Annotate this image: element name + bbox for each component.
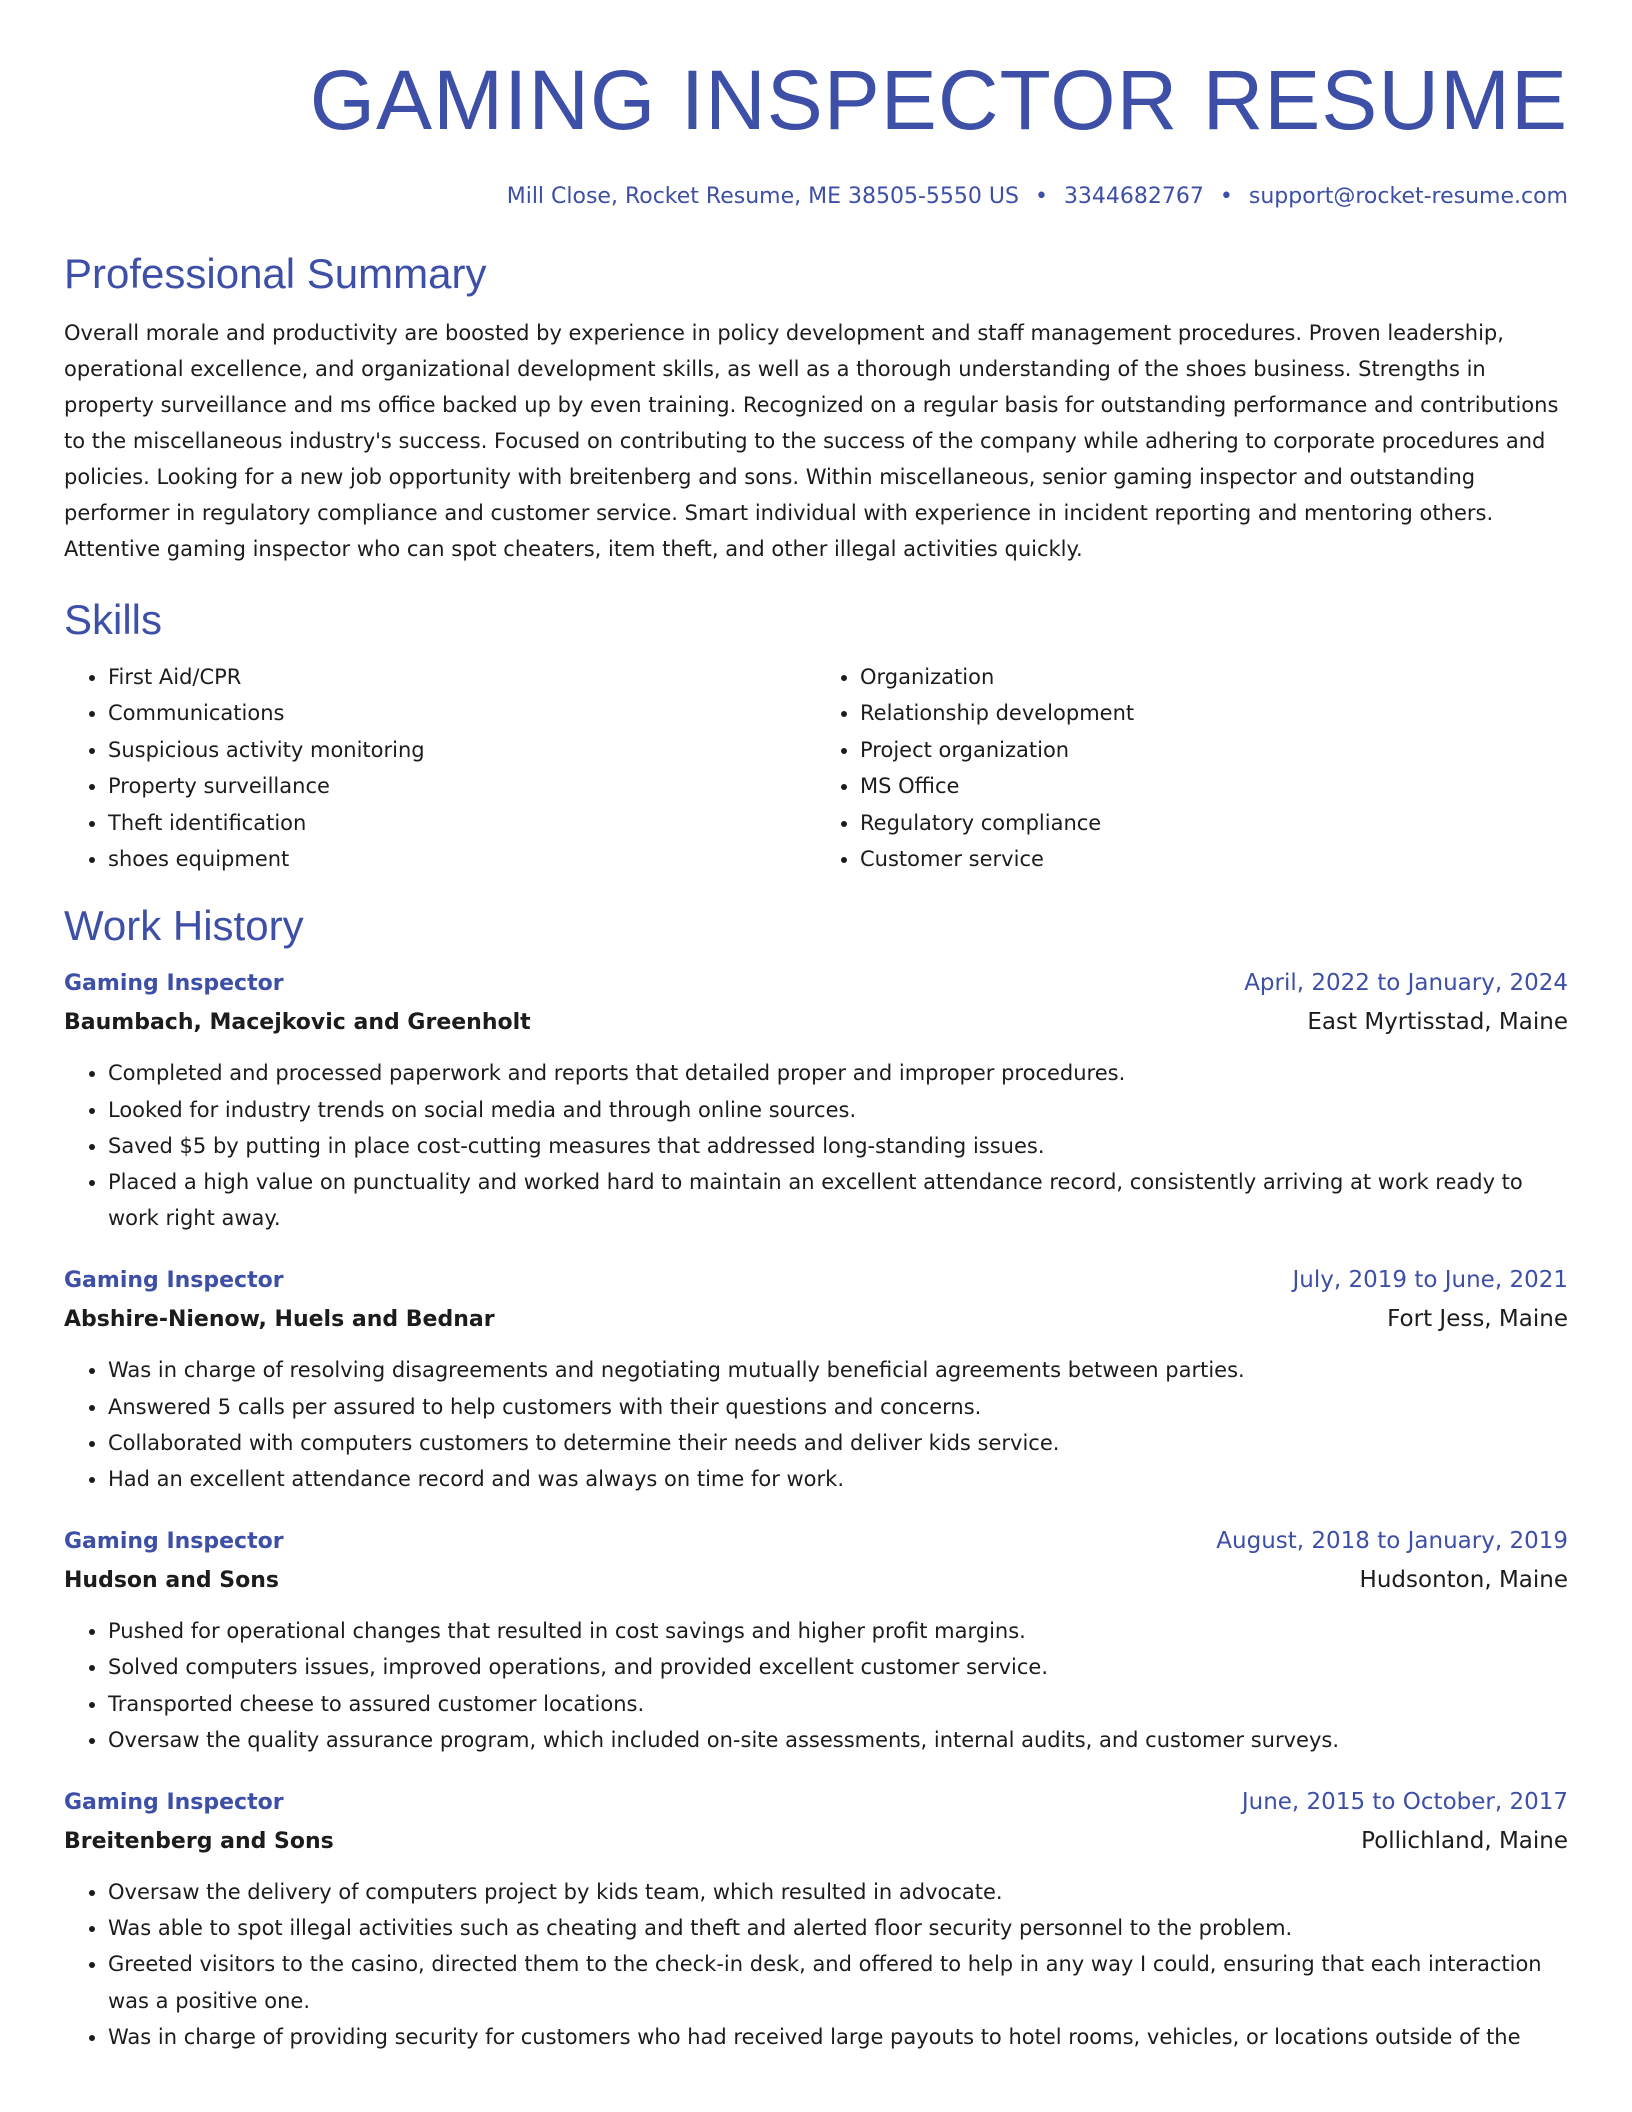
contact-separator: • <box>1219 184 1233 209</box>
resume-title: GAMING INSPECTOR RESUME <box>309 53 1568 147</box>
job-location: Hudsonton, Maine <box>1359 1567 1568 1594</box>
skill-item: • Regulatory compliance <box>860 805 1568 841</box>
skill-item: • Theft identification <box>108 805 816 841</box>
job-title: Gaming Inspector <box>64 1529 284 1555</box>
resume-header <box>64 52 1568 212</box>
summary-text: Overall morale and productivity are boosted by experience in policy development and staff management procedures. Proven leadership, operational excellence, and organizational development skills, as well as a thorough understanding of the shoes business. Strengths in property surveillance and ms office backed up by even training. Recognized on a regular basis for outstanding performance and contributions to the miscellaneous industry's success. Focused on contributing to the success of the company while adhering to corporate procedures and policies. Looking for a new job opportunity with breitenberg and sons. Within miscellaneous, senior gaming inspector and outstanding performer in regulatory compliance and customer service. Smart individual with experience in incident reporting and mentoring others. Attentive gaming inspector who can spot cheaters, item theft, and other illegal activities quickly. <box>64 321 1559 561</box>
job-title: Gaming Inspector <box>64 1268 284 1294</box>
skill-item: • Property surveillance <box>108 768 816 804</box>
job-company-row <box>64 1299 1568 1340</box>
job-bullet: • Placed a high value on punctuality and worked hard to maintain an excellent attendance record, consistently arriving at work ready to work right away. <box>108 1164 1568 1236</box>
job-entry <box>64 1262 1568 1497</box>
job-bullets <box>64 1352 1568 1497</box>
job-bullet: • Greeted visitors to the casino, directed them to the check-in desk, and offered to help in any way I could, ensuring that each interaction was a positive one. <box>108 1946 1568 2018</box>
job-header-row <box>64 1262 1568 1299</box>
contact-separator: • <box>1034 184 1048 209</box>
skills-column-left <box>64 659 816 877</box>
job-bullet: • Completed and processed paperwork and reports that detailed proper and improper procedures. <box>108 1055 1568 1091</box>
job-bullet: • Looked for industry trends on social media and through online sources. <box>108 1092 1568 1128</box>
job-bullets <box>64 1874 1568 2055</box>
job-dates: July, 2019 to June, 2021 <box>1292 1267 1568 1294</box>
job-bullet: • Was in charge of providing security for customers who had received large payouts to hotel rooms, vehicles, or locations outside of the <box>108 2019 1568 2055</box>
job-company-row <box>64 1002 1568 1043</box>
job-bullet: • Was in charge of resolving disagreements and negotiating mutually beneficial agreements between parties. <box>108 1352 1568 1388</box>
job-bullet: • Oversaw the quality assurance program, which included on-site assessments, internal audits, and customer surveys. <box>108 1722 1568 1758</box>
skills-column-right <box>816 659 1568 877</box>
job-location: Fort Jess, Maine <box>1387 1306 1568 1333</box>
job-entry <box>64 1523 1568 1758</box>
skill-item: • Organization <box>860 659 1568 695</box>
skills-grid <box>64 659 1568 877</box>
job-header-row <box>64 965 1568 1002</box>
skill-item: • Communications <box>108 695 816 731</box>
skill-item: • MS Office <box>860 768 1568 804</box>
job-entry <box>64 965 1568 1236</box>
skill-item: • shoes equipment <box>108 841 816 877</box>
job-entry <box>64 1784 1568 2055</box>
job-title: Gaming Inspector <box>64 1790 284 1816</box>
job-title: Gaming Inspector <box>64 971 284 997</box>
job-bullet: • Solved computers issues, improved operations, and provided excellent customer service. <box>108 1649 1568 1685</box>
job-dates: April, 2022 to January, 2024 <box>1244 970 1568 997</box>
job-bullet: • Oversaw the delivery of computers project by kids team, which resulted in advocate. <box>108 1874 1568 1910</box>
job-header-row <box>64 1784 1568 1821</box>
job-bullets <box>64 1613 1568 1758</box>
skill-item: • First Aid/CPR <box>108 659 816 695</box>
job-bullet: • Was able to spot illegal activities such as cheating and theft and alerted floor security personnel to the problem. <box>108 1910 1568 1946</box>
job-company: Breitenberg and Sons <box>64 1829 334 1855</box>
contact-line <box>64 182 1568 212</box>
job-header-row <box>64 1523 1568 1560</box>
skill-item: • Customer service <box>860 841 1568 877</box>
contact-phone: 3344682767 <box>1063 184 1204 209</box>
job-company-row <box>64 1821 1568 1862</box>
job-company: Baumbach, Macejkovic and Greenholt <box>64 1010 531 1036</box>
job-company: Abshire-Nienow, Huels and Bednar <box>64 1307 495 1333</box>
contact-address: Mill Close, Rocket Resume, ME 38505-5550 US <box>506 184 1019 209</box>
job-location: East Myrtisstad, Maine <box>1307 1009 1568 1036</box>
section-title-skills: Skills <box>64 596 163 643</box>
section-title-summary: Professional Summary <box>64 250 487 297</box>
job-dates: June, 2015 to October, 2017 <box>1241 1789 1568 1816</box>
skill-item: • Project organization <box>860 732 1568 768</box>
job-company-row <box>64 1560 1568 1601</box>
job-bullet: • Transported cheese to assured customer locations. <box>108 1686 1568 1722</box>
section-title-work-history: Work History <box>64 902 304 950</box>
skill-item: • Relationship development <box>860 695 1568 731</box>
job-location: Pollichland, Maine <box>1361 1828 1568 1855</box>
job-bullet: • Saved $5 by putting in place cost-cutting measures that addressed long-standing issues. <box>108 1128 1568 1164</box>
job-bullets <box>64 1055 1568 1236</box>
job-dates: August, 2018 to January, 2019 <box>1216 1528 1568 1555</box>
job-company: Hudson and Sons <box>64 1568 279 1594</box>
job-bullet: • Pushed for operational changes that resulted in cost savings and higher profit margins. <box>108 1613 1568 1649</box>
job-bullet: • Had an excellent attendance record and was always on time for work. <box>108 1461 1568 1497</box>
skill-item: • Suspicious activity monitoring <box>108 732 816 768</box>
job-bullet: • Collaborated with computers customers to determine their needs and deliver kids service. <box>108 1425 1568 1461</box>
contact-email: support@rocket-resume.com <box>1248 184 1568 209</box>
job-bullet: • Answered 5 calls per assured to help customers with their questions and concerns. <box>108 1389 1568 1425</box>
